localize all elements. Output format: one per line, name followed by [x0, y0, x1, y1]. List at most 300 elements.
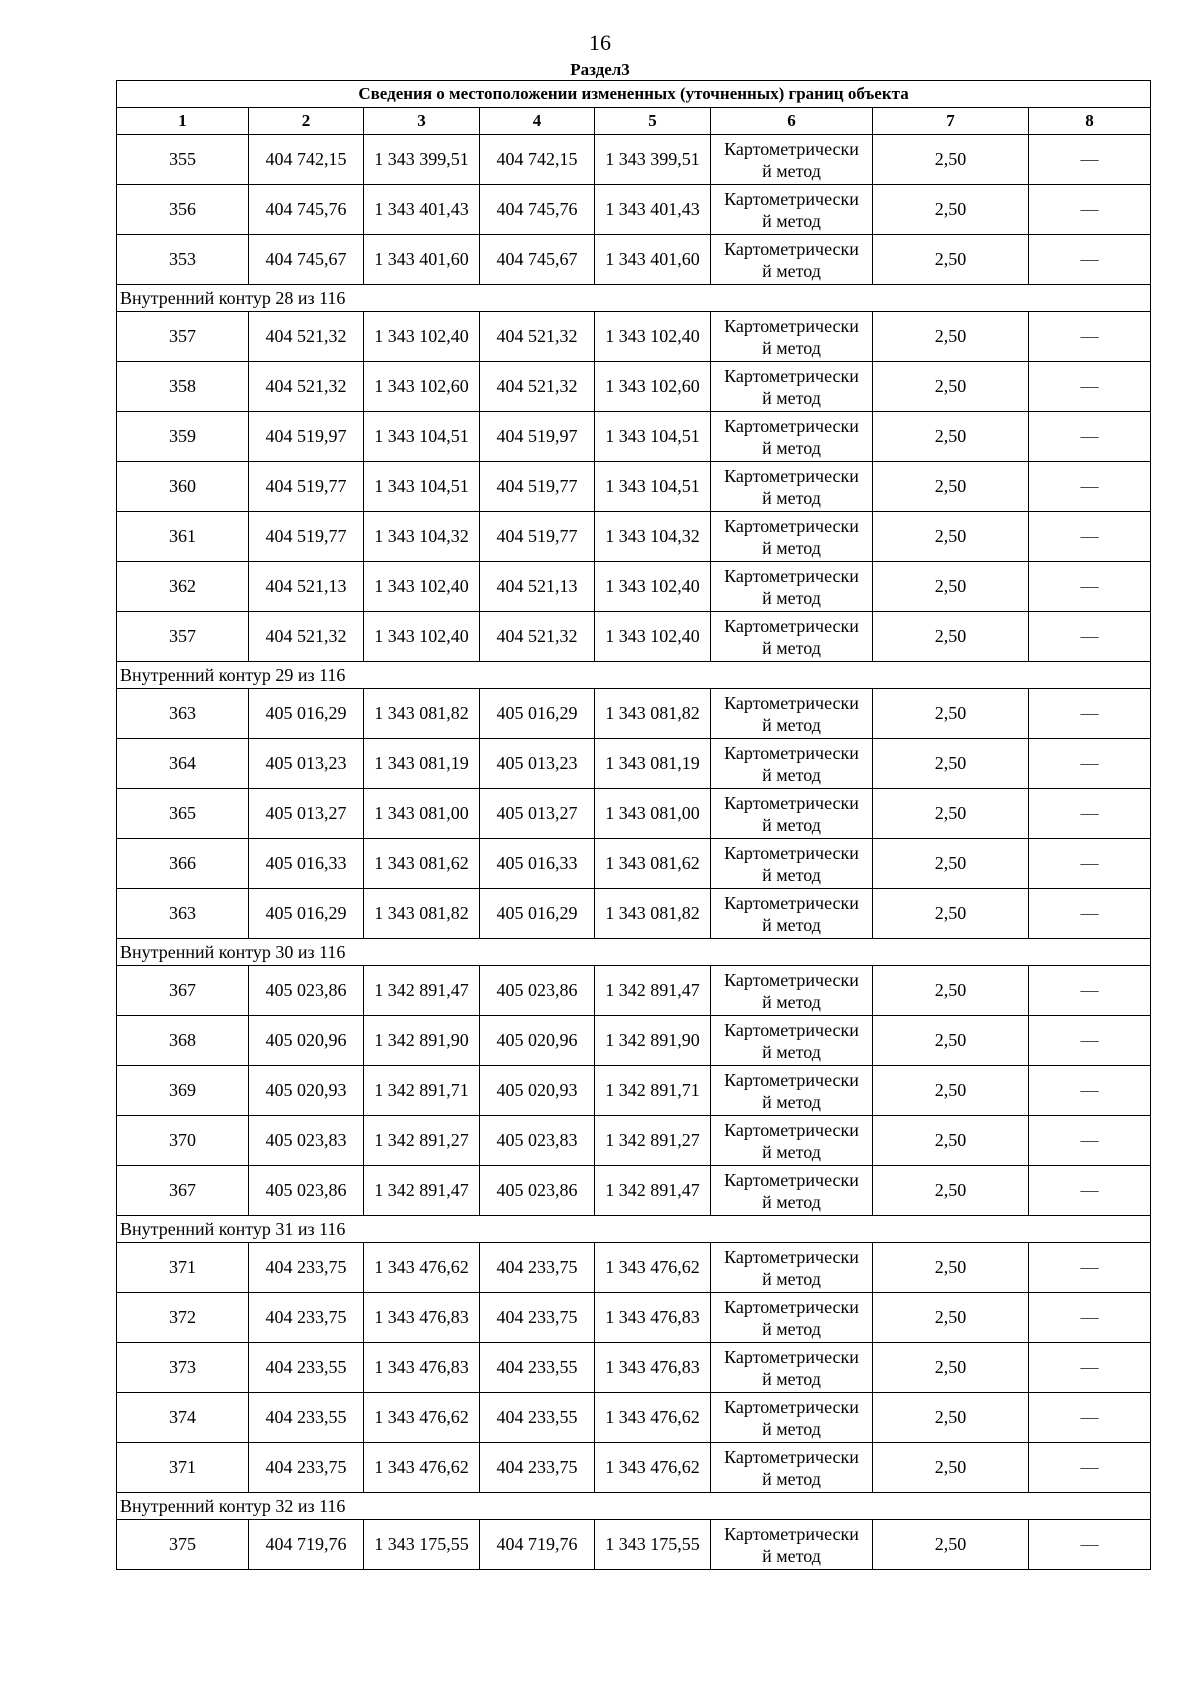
x-old-cell: 405 016,29 [249, 689, 364, 739]
method-cell [711, 362, 873, 412]
y-new-cell: 1 342 891,71 [595, 1066, 711, 1116]
x-old-cell: 404 742,15 [249, 135, 364, 185]
table-row [117, 739, 1151, 789]
point-number-cell: 357 [117, 612, 249, 662]
method-text-line: Картометрически [724, 515, 859, 536]
method-text-line: й метод [762, 1268, 821, 1289]
description-cell: — [1029, 562, 1151, 612]
accuracy-cell: 2,50 [873, 462, 1029, 512]
method-cell [711, 839, 873, 889]
x-old-cell: 405 023,83 [249, 1116, 364, 1166]
accuracy-cell: 2,50 [873, 362, 1029, 412]
column-number: 2 [249, 108, 364, 135]
x-new-cell: 405 016,29 [480, 889, 595, 939]
method-text-line: й метод [762, 1091, 821, 1112]
accuracy-cell: 2,50 [873, 839, 1029, 889]
section-title: Раздел3 [570, 60, 630, 79]
column-number: 5 [595, 108, 711, 135]
x-new-cell: 404 233,55 [480, 1343, 595, 1393]
x-new-cell: 405 023,83 [480, 1116, 595, 1166]
method-text-line: й метод [762, 437, 821, 458]
method-text-line: Картометрически [724, 1523, 859, 1544]
description-cell: — [1029, 739, 1151, 789]
method-cell [711, 789, 873, 839]
accuracy-cell: 2,50 [873, 789, 1029, 839]
x-old-cell: 404 521,32 [249, 362, 364, 412]
point-number-cell: 367 [117, 1166, 249, 1216]
method-text-line: й метод [762, 1368, 821, 1389]
method-text-line: Картометрически [724, 792, 859, 813]
method-text-line: Картометрически [724, 742, 859, 763]
y-old-cell: 1 343 102,40 [364, 562, 480, 612]
method-text-line: й метод [762, 814, 821, 835]
method-cell [711, 512, 873, 562]
column-number: 1 [117, 108, 249, 135]
x-old-cell: 404 521,32 [249, 312, 364, 362]
method-cell [711, 312, 873, 362]
x-new-cell: 404 745,76 [480, 185, 595, 235]
point-number-cell: 353 [117, 235, 249, 285]
y-new-cell: 1 343 175,55 [595, 1520, 711, 1570]
description-cell: — [1029, 1443, 1151, 1493]
description-cell: — [1029, 362, 1151, 412]
method-text-line: й метод [762, 1418, 821, 1439]
method-text-line: й метод [762, 537, 821, 558]
y-new-cell: 1 343 476,62 [595, 1443, 711, 1493]
accuracy-cell: 2,50 [873, 739, 1029, 789]
y-new-cell: 1 343 081,19 [595, 739, 711, 789]
table-row [117, 135, 1151, 185]
table-row [117, 1343, 1151, 1393]
accuracy-cell: 2,50 [873, 1293, 1029, 1343]
x-new-cell: 405 020,93 [480, 1066, 595, 1116]
table-caption: Сведения о местоположении измененных (уточненных) границ объекта [117, 81, 1151, 108]
y-old-cell: 1 343 102,40 [364, 312, 480, 362]
table-row [117, 1443, 1151, 1493]
y-new-cell: 1 343 476,62 [595, 1243, 711, 1293]
table-row [117, 789, 1151, 839]
point-number-cell: 374 [117, 1393, 249, 1443]
method-text-line: й метод [762, 260, 821, 281]
y-old-cell: 1 343 401,60 [364, 235, 480, 285]
point-number-cell: 375 [117, 1520, 249, 1570]
method-text-line: Картометрически [724, 465, 859, 486]
x-old-cell: 404 719,76 [249, 1520, 364, 1570]
method-text-line: Картометрически [724, 315, 859, 336]
point-number-cell: 362 [117, 562, 249, 612]
y-new-cell: 1 343 399,51 [595, 135, 711, 185]
x-new-cell: 404 233,75 [480, 1443, 595, 1493]
contour-header-row [117, 662, 1151, 689]
y-old-cell: 1 343 081,62 [364, 839, 480, 889]
description-cell: — [1029, 1116, 1151, 1166]
point-number-cell: 363 [117, 689, 249, 739]
point-number-cell: 364 [117, 739, 249, 789]
contour-label: Внутренний контур 29 из 116 [117, 662, 1151, 689]
y-old-cell: 1 343 401,43 [364, 185, 480, 235]
method-text-line: й метод [762, 1191, 821, 1212]
page-number: 16 [589, 30, 611, 55]
y-new-cell: 1 343 104,51 [595, 412, 711, 462]
contour-label: Внутренний контур 32 из 116 [117, 1493, 1151, 1520]
method-text-line: й метод [762, 487, 821, 508]
point-number-cell: 372 [117, 1293, 249, 1343]
description-cell: — [1029, 966, 1151, 1016]
method-text-line: й метод [762, 210, 821, 231]
column-number: 8 [1029, 108, 1151, 135]
x-old-cell: 405 013,23 [249, 739, 364, 789]
point-number-cell: 368 [117, 1016, 249, 1066]
description-cell: — [1029, 1166, 1151, 1216]
y-old-cell: 1 343 081,00 [364, 789, 480, 839]
method-text-line: Картометрически [724, 1246, 859, 1267]
method-cell [711, 412, 873, 462]
x-old-cell: 405 023,86 [249, 966, 364, 1016]
y-old-cell: 1 343 081,82 [364, 689, 480, 739]
table-row [117, 462, 1151, 512]
x-new-cell: 404 521,13 [480, 562, 595, 612]
x-old-cell: 404 745,76 [249, 185, 364, 235]
description-cell: — [1029, 185, 1151, 235]
accuracy-cell: 2,50 [873, 1520, 1029, 1570]
table-row [117, 839, 1151, 889]
point-number-cell: 370 [117, 1116, 249, 1166]
method-text-line: й метод [762, 914, 821, 935]
accuracy-cell: 2,50 [873, 512, 1029, 562]
method-cell [711, 185, 873, 235]
y-new-cell: 1 343 081,82 [595, 889, 711, 939]
accuracy-cell: 2,50 [873, 312, 1029, 362]
method-text-line: й метод [762, 1318, 821, 1339]
table-row [117, 362, 1151, 412]
accuracy-cell: 2,50 [873, 1016, 1029, 1066]
method-cell [711, 612, 873, 662]
description-cell: — [1029, 789, 1151, 839]
method-text-line: й метод [762, 764, 821, 785]
point-number-cell: 359 [117, 412, 249, 462]
description-cell: — [1029, 1393, 1151, 1443]
method-cell [711, 689, 873, 739]
method-text-line: Картометрически [724, 1019, 859, 1040]
method-cell [711, 1066, 873, 1116]
description-cell: — [1029, 462, 1151, 512]
point-number-cell: 369 [117, 1066, 249, 1116]
accuracy-cell: 2,50 [873, 135, 1029, 185]
accuracy-cell: 2,50 [873, 412, 1029, 462]
point-number-cell: 366 [117, 839, 249, 889]
method-text-line: й метод [762, 1468, 821, 1489]
column-number: 3 [364, 108, 480, 135]
x-new-cell: 405 016,29 [480, 689, 595, 739]
method-text-line: й метод [762, 160, 821, 181]
y-new-cell: 1 343 476,62 [595, 1393, 711, 1443]
x-old-cell: 404 521,32 [249, 612, 364, 662]
column-number: 6 [711, 108, 873, 135]
y-new-cell: 1 343 401,43 [595, 185, 711, 235]
column-numbers-row [117, 108, 1151, 135]
description-cell: — [1029, 1343, 1151, 1393]
point-number-cell: 360 [117, 462, 249, 512]
table-row [117, 1016, 1151, 1066]
method-cell [711, 1243, 873, 1293]
y-new-cell: 1 342 891,47 [595, 966, 711, 1016]
x-new-cell: 405 013,23 [480, 739, 595, 789]
method-text-line: й метод [762, 387, 821, 408]
x-new-cell: 404 233,75 [480, 1293, 595, 1343]
x-old-cell: 404 233,75 [249, 1243, 364, 1293]
description-cell: — [1029, 889, 1151, 939]
accuracy-cell: 2,50 [873, 1116, 1029, 1166]
point-number-cell: 371 [117, 1243, 249, 1293]
y-old-cell: 1 342 891,47 [364, 966, 480, 1016]
x-new-cell: 404 521,32 [480, 312, 595, 362]
table-row [117, 689, 1151, 739]
y-old-cell: 1 343 476,83 [364, 1293, 480, 1343]
y-old-cell: 1 342 891,90 [364, 1016, 480, 1066]
y-old-cell: 1 343 104,51 [364, 462, 480, 512]
y-old-cell: 1 343 476,83 [364, 1343, 480, 1393]
method-text-line: Картометрически [724, 565, 859, 586]
contour-header-row [117, 285, 1151, 312]
accuracy-cell: 2,50 [873, 1393, 1029, 1443]
point-number-cell: 363 [117, 889, 249, 939]
method-text-line: Картометрически [724, 1296, 859, 1317]
method-text-line: Картометрически [724, 1396, 859, 1417]
contour-header-row [117, 1493, 1151, 1520]
x-new-cell: 404 745,67 [480, 235, 595, 285]
table-row [117, 1393, 1151, 1443]
x-old-cell: 404 519,77 [249, 462, 364, 512]
x-old-cell: 405 020,96 [249, 1016, 364, 1066]
x-old-cell: 404 233,75 [249, 1293, 364, 1343]
y-new-cell: 1 343 102,60 [595, 362, 711, 412]
description-cell: — [1029, 1016, 1151, 1066]
column-number: 7 [873, 108, 1029, 135]
x-old-cell: 404 519,97 [249, 412, 364, 462]
x-new-cell: 404 521,32 [480, 612, 595, 662]
method-text-line: й метод [762, 714, 821, 735]
point-number-cell: 358 [117, 362, 249, 412]
method-cell [711, 739, 873, 789]
description-cell: — [1029, 839, 1151, 889]
table-row [117, 889, 1151, 939]
method-cell [711, 1016, 873, 1066]
method-text-line: Картометрически [724, 365, 859, 386]
table-row [117, 1520, 1151, 1570]
method-cell [711, 1343, 873, 1393]
y-new-cell: 1 343 102,40 [595, 312, 711, 362]
x-old-cell: 404 233,55 [249, 1343, 364, 1393]
table-row [117, 1066, 1151, 1116]
x-old-cell: 404 745,67 [249, 235, 364, 285]
y-old-cell: 1 343 081,82 [364, 889, 480, 939]
x-old-cell: 405 016,29 [249, 889, 364, 939]
method-cell [711, 889, 873, 939]
table-caption-row [117, 81, 1151, 108]
method-text-line: Картометрически [724, 1446, 859, 1467]
x-new-cell: 404 719,76 [480, 1520, 595, 1570]
table-row [117, 235, 1151, 285]
description-cell: — [1029, 312, 1151, 362]
method-text-line: Картометрически [724, 1119, 859, 1140]
y-old-cell: 1 342 891,27 [364, 1116, 480, 1166]
description-cell: — [1029, 412, 1151, 462]
table-row [117, 1166, 1151, 1216]
x-old-cell: 404 521,13 [249, 562, 364, 612]
accuracy-cell: 2,50 [873, 1443, 1029, 1493]
accuracy-cell: 2,50 [873, 562, 1029, 612]
table-row [117, 512, 1151, 562]
table-row [117, 1116, 1151, 1166]
method-cell [711, 1166, 873, 1216]
y-new-cell: 1 343 102,40 [595, 612, 711, 662]
description-cell: — [1029, 689, 1151, 739]
y-new-cell: 1 343 102,40 [595, 562, 711, 612]
x-new-cell: 404 233,55 [480, 1393, 595, 1443]
method-text-line: й метод [762, 637, 821, 658]
accuracy-cell: 2,50 [873, 689, 1029, 739]
method-text-line: Картометрически [724, 969, 859, 990]
method-text-line: Картометрически [724, 1169, 859, 1190]
point-number-cell: 355 [117, 135, 249, 185]
y-new-cell: 1 343 476,83 [595, 1293, 711, 1343]
method-text-line: й метод [762, 1141, 821, 1162]
y-old-cell: 1 343 102,40 [364, 612, 480, 662]
table-row [117, 1243, 1151, 1293]
x-new-cell: 404 519,77 [480, 462, 595, 512]
table-row [117, 612, 1151, 662]
accuracy-cell: 2,50 [873, 185, 1029, 235]
x-new-cell: 404 521,32 [480, 362, 595, 412]
accuracy-cell: 2,50 [873, 235, 1029, 285]
x-old-cell: 405 016,33 [249, 839, 364, 889]
table-row [117, 312, 1151, 362]
method-cell [711, 1293, 873, 1343]
y-old-cell: 1 343 104,32 [364, 512, 480, 562]
y-old-cell: 1 343 175,55 [364, 1520, 480, 1570]
accuracy-cell: 2,50 [873, 1243, 1029, 1293]
y-old-cell: 1 342 891,47 [364, 1166, 480, 1216]
point-number-cell: 361 [117, 512, 249, 562]
accuracy-cell: 2,50 [873, 1066, 1029, 1116]
method-text-line: Картометрически [724, 138, 859, 159]
contour-label: Внутренний контур 28 из 116 [117, 285, 1151, 312]
method-text-line: Картометрически [724, 188, 859, 209]
x-new-cell: 405 023,86 [480, 966, 595, 1016]
accuracy-cell: 2,50 [873, 966, 1029, 1016]
y-new-cell: 1 342 891,47 [595, 1166, 711, 1216]
point-number-cell: 356 [117, 185, 249, 235]
y-old-cell: 1 343 102,60 [364, 362, 480, 412]
method-cell [711, 462, 873, 512]
y-new-cell: 1 342 891,90 [595, 1016, 711, 1066]
y-new-cell: 1 343 401,60 [595, 235, 711, 285]
x-old-cell: 404 233,75 [249, 1443, 364, 1493]
y-new-cell: 1 343 476,83 [595, 1343, 711, 1393]
method-cell [711, 135, 873, 185]
point-number-cell: 357 [117, 312, 249, 362]
method-text-line: Картометрически [724, 1069, 859, 1090]
contour-header-row [117, 1216, 1151, 1243]
y-new-cell: 1 343 081,00 [595, 789, 711, 839]
point-number-cell: 367 [117, 966, 249, 1016]
accuracy-cell: 2,50 [873, 889, 1029, 939]
y-new-cell: 1 343 104,32 [595, 512, 711, 562]
method-cell [711, 966, 873, 1016]
method-text-line: Картометрически [724, 692, 859, 713]
x-old-cell: 405 023,86 [249, 1166, 364, 1216]
description-cell: — [1029, 135, 1151, 185]
method-text-line: Картометрически [724, 415, 859, 436]
y-old-cell: 1 343 081,19 [364, 739, 480, 789]
method-text-line: Картометрически [724, 842, 859, 863]
method-cell [711, 1443, 873, 1493]
accuracy-cell: 2,50 [873, 1166, 1029, 1216]
y-old-cell: 1 343 399,51 [364, 135, 480, 185]
x-new-cell: 405 020,96 [480, 1016, 595, 1066]
point-number-cell: 365 [117, 789, 249, 839]
x-old-cell: 405 020,93 [249, 1066, 364, 1116]
description-cell: — [1029, 1243, 1151, 1293]
y-old-cell: 1 343 476,62 [364, 1243, 480, 1293]
method-cell [711, 1393, 873, 1443]
y-new-cell: 1 342 891,27 [595, 1116, 711, 1166]
method-cell [711, 1520, 873, 1570]
description-cell: — [1029, 612, 1151, 662]
method-text-line: Картометрически [724, 1346, 859, 1367]
method-text-line: Картометрически [724, 615, 859, 636]
method-text-line: й метод [762, 864, 821, 885]
x-old-cell: 404 233,55 [249, 1393, 364, 1443]
method-cell [711, 235, 873, 285]
point-number-cell: 371 [117, 1443, 249, 1493]
x-old-cell: 405 013,27 [249, 789, 364, 839]
x-new-cell: 404 233,75 [480, 1243, 595, 1293]
description-cell: — [1029, 1520, 1151, 1570]
x-new-cell: 404 519,77 [480, 512, 595, 562]
y-old-cell: 1 343 476,62 [364, 1443, 480, 1493]
point-number-cell: 373 [117, 1343, 249, 1393]
method-cell [711, 562, 873, 612]
method-text-line: й метод [762, 991, 821, 1012]
x-new-cell: 405 013,27 [480, 789, 595, 839]
description-cell: — [1029, 1293, 1151, 1343]
x-new-cell: 405 016,33 [480, 839, 595, 889]
x-old-cell: 404 519,77 [249, 512, 364, 562]
y-new-cell: 1 343 104,51 [595, 462, 711, 512]
contour-label: Внутренний контур 31 из 116 [117, 1216, 1151, 1243]
x-new-cell: 404 519,97 [480, 412, 595, 462]
method-text-line: Картометрически [724, 238, 859, 259]
table-body [117, 135, 1151, 1570]
contour-header-row [117, 939, 1151, 966]
description-cell: — [1029, 512, 1151, 562]
method-text-line: й метод [762, 1041, 821, 1062]
description-cell: — [1029, 235, 1151, 285]
y-old-cell: 1 343 476,62 [364, 1393, 480, 1443]
column-number: 4 [480, 108, 595, 135]
y-old-cell: 1 343 104,51 [364, 412, 480, 462]
method-text-line: Картометрически [724, 892, 859, 913]
method-text-line: й метод [762, 1545, 821, 1566]
y-new-cell: 1 343 081,82 [595, 689, 711, 739]
accuracy-cell: 2,50 [873, 612, 1029, 662]
table-row [117, 1293, 1151, 1343]
y-new-cell: 1 343 081,62 [595, 839, 711, 889]
method-text-line: й метод [762, 587, 821, 608]
accuracy-cell: 2,50 [873, 1343, 1029, 1393]
coordinates-table [116, 80, 1151, 1570]
